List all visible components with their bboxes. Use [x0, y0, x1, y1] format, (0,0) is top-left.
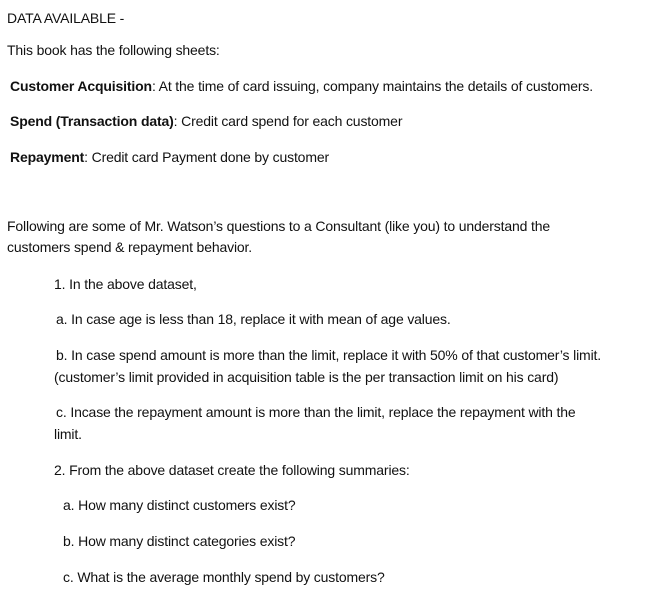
question-2b: b. How many distinct categories exist?	[63, 533, 296, 549]
question-2-title: 2. From the above dataset create the following summaries:	[54, 462, 410, 478]
question-1-title: 1. In the above dataset,	[54, 276, 197, 292]
sheet-item-spend	[10, 112, 402, 130]
sheet-item-repayment	[10, 148, 329, 166]
sheet-item-customer-acquisition	[10, 77, 593, 95]
question-1b-line1: b. In case spend amount is more than the limit, replace it with 50% of that customer’s limit.	[56, 347, 602, 363]
question-1b-line2: (customer’s limit provided in acquisition table is the per transaction limit on his card)	[54, 369, 559, 385]
sheet-description: : At the time of card issuing, company maintains the details of customers.	[151, 78, 593, 94]
question-2a: a. How many distinct customers exist?	[63, 497, 296, 513]
question-1c-line1: c. Incase the repayment amount is more than the limit, replace the repayment with the	[56, 404, 576, 420]
questions-intro-line1: Following are some of Mr. Watson’s questions to a Consultant (like you) to understand the	[7, 218, 551, 234]
sheet-description: : Credit card Payment done by customer	[84, 149, 329, 165]
questions-intro-line2: customers spend & repayment behavior.	[7, 239, 253, 255]
sheet-name: Repayment	[10, 149, 85, 165]
question-1c-line2: limit.	[54, 426, 82, 442]
question-2c: c. What is the average monthly spend by customers?	[63, 569, 385, 585]
sheet-description: : Credit card spend for each customer	[173, 113, 403, 129]
intro-text: This book has the following sheets:	[7, 42, 220, 58]
question-1a: a. In case age is less than 18, replace it with mean of age values.	[56, 311, 451, 327]
section-heading: DATA AVAILABLE -	[7, 10, 125, 26]
sheet-name: Customer Acquisition	[10, 78, 152, 94]
sheet-name: Spend (Transaction data)	[10, 113, 174, 129]
